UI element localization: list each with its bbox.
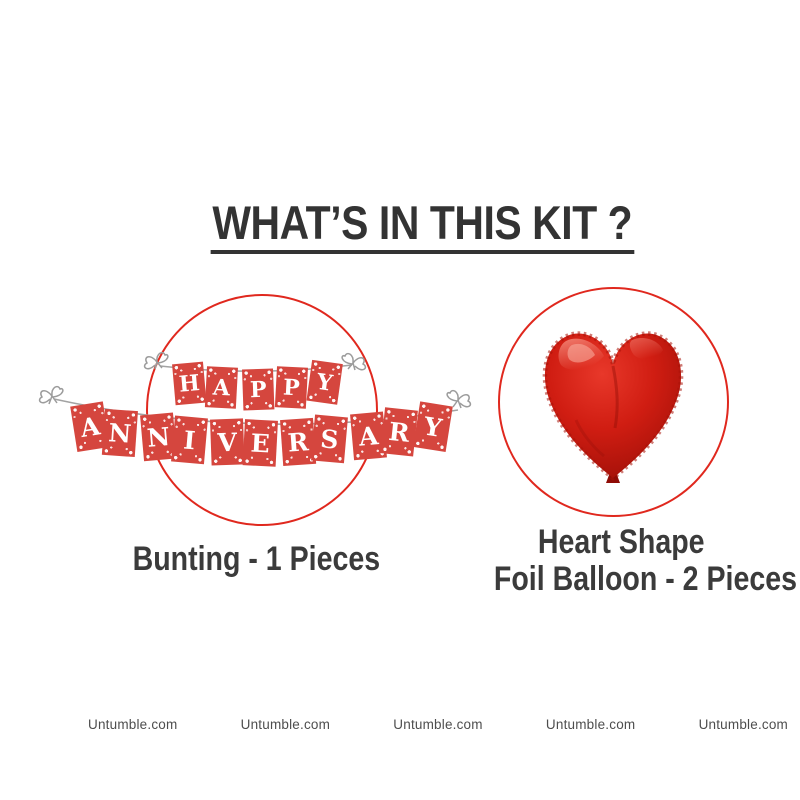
- bunting-flag: N: [102, 409, 138, 457]
- bunting-flag: E: [243, 419, 278, 467]
- bunting-flag: P: [242, 368, 274, 410]
- bunting-flag: I: [171, 416, 208, 465]
- balloon-label-line1: Heart Shape: [537, 523, 705, 561]
- bunting-flag: S: [311, 415, 348, 464]
- bunting-flag: A: [70, 401, 110, 452]
- heart-foil-balloon-icon: [540, 324, 686, 484]
- bunting-label: Bunting - 1 Pieces: [132, 540, 380, 578]
- watermark-row: [88, 717, 788, 732]
- page-title: WHAT’S IN THIS KIT ?: [210, 198, 633, 254]
- watermark: Untumble.com: [545, 717, 636, 732]
- bunting-flag: A: [350, 412, 387, 461]
- bunting-flag: N: [140, 413, 177, 462]
- bunting-flag: Y: [306, 360, 342, 405]
- bunting-item-circle: [146, 294, 378, 526]
- bunting-flag: A: [205, 366, 238, 409]
- watermark: Untumble.com: [240, 717, 331, 732]
- watermark: Untumble.com: [698, 717, 788, 732]
- watermark: Untumble.com: [88, 717, 178, 732]
- bunting-flag: R: [280, 418, 316, 466]
- ribbon-bow-icon: [40, 387, 63, 404]
- bunting-flag: V: [210, 418, 245, 465]
- bunting-flag: Y: [413, 401, 453, 452]
- bunting-flag: P: [275, 366, 308, 409]
- balloon-label: [465, 523, 798, 598]
- bunting-flag: H: [172, 362, 206, 406]
- title-bar: [0, 198, 800, 254]
- bunting-flag: R: [380, 407, 418, 456]
- balloon-label-line2: Foil Balloon - 2 Pieces: [493, 560, 798, 598]
- watermark: Untumble.com: [393, 717, 483, 732]
